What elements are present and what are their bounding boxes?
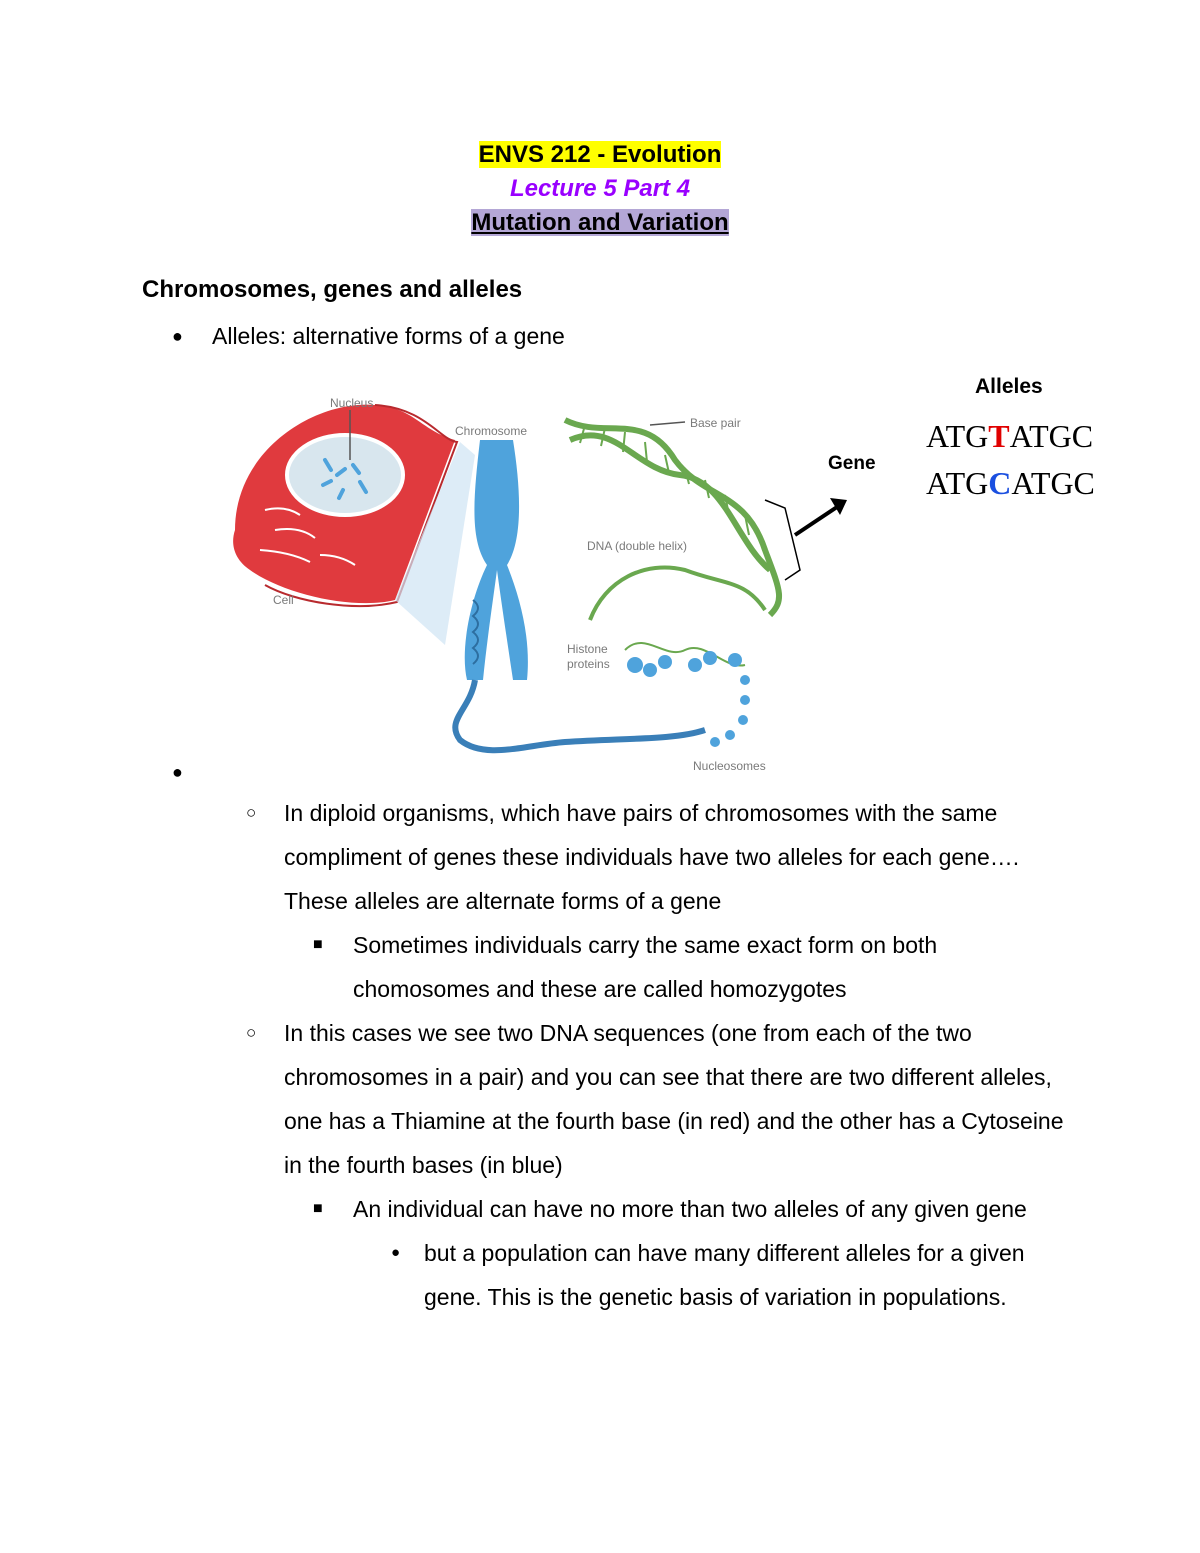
dna-label: DNA (double helix) — [587, 539, 688, 553]
gene-label: Gene — [828, 453, 876, 474]
gene-arrow — [795, 505, 840, 535]
allele-sequence-2: ATGCATGC — [926, 465, 1095, 501]
bullet-dot-icon: ● — [172, 762, 183, 782]
base-c-blue: C — [988, 465, 1012, 501]
nested-list — [246, 791, 1066, 1319]
list-item-two-sequences: ○ In this cases we see two DNA sequences (one from each of the two chromosomes in a pair) and you can see that there are two different alleles, one has a Thiamine at the fourth base (in red) and the other has a Cytoseine in the fourth bases (in blue) — [246, 1011, 1066, 1187]
list-item-homozygotes: ■ Sometimes individuals carry the same exact form on both chomosomes and these are called homozygotes — [246, 923, 1066, 1011]
allele-sequence-1: ATGTATGC — [926, 418, 1094, 454]
base-t-red: T — [988, 418, 1010, 454]
nucleosomes-label: Nucleosomes — [693, 759, 766, 773]
list-item-two-alleles-max: ■ An individual can have no more than two alleles of any given gene — [246, 1187, 1066, 1231]
section-heading: Chromosomes, genes and alleles — [142, 276, 523, 303]
document-page: ENVS 212 - Evolution Lecture 5 Part 4 Mutation and Variation Chromosomes, genes and alleles ● Alleles: alternative forms of a gene Nucleus Cell Chromosome Base pair DNA (double helix) Histone proteins Nucleosomes Gene Alleles ATGTATGC ATGCATGC ● ○ In diploid organisms, which have pairs of chromosomes with the same compliment of genes these individuals have two alleles for each gene…. These alleles are alternate forms of a gene ■ Sometimes individuals carry the same exact form on both chomosomes and these are called homozygotes ○ In this cases we see two DNA sequences (one from each of the two chromosomes in a pair) and you can see that there are two different alleles, one has a Thiamine at the fourth base (in red) and the other has a Cytoseine in the fourth bases (in blue) ■ An individual can have no more than two alleles of any given gene ● but a population can have many different alleles for a given gene. This is the genetic basis of variation in populations. — [0, 0, 1200, 1553]
base-pair-label: Base pair — [690, 416, 741, 430]
hollow-circle-bullet-icon: ○ — [246, 1023, 257, 1042]
lecture-subtitle: Lecture 5 Part 4 — [509, 175, 691, 202]
cell-label: Cell — [273, 593, 294, 607]
nucleosomes-drawing — [627, 651, 766, 773]
title-block — [0, 138, 1200, 240]
list-item-diploid: ○ In diploid organisms, which have pairs of chromosomes with the same compliment of genes these individuals have two alleles for each gene…. These alleles are alternate forms of a gene — [246, 791, 1066, 923]
chromosome-label: Chromosome — [455, 424, 528, 438]
histone-label: Histone — [567, 642, 608, 656]
square-bullet-icon: ■ — [313, 936, 323, 953]
dna-helix-drawing — [565, 416, 779, 671]
nucleus-label: Nucleus — [330, 396, 374, 410]
alleles-title: Alleles — [975, 375, 1043, 398]
bullet-dot-icon: ● — [172, 326, 183, 346]
proteins-label: proteins — [567, 657, 610, 671]
square-bullet-icon: ■ — [313, 1200, 323, 1217]
bullet-dot-icon: ● — [391, 1244, 401, 1261]
topic-title: Mutation and Variation — [471, 209, 729, 236]
course-title: ENVS 212 - Evolution — [478, 141, 722, 168]
list-item-population-variation: ● but a population can have many different alleles for a given gene. This is the genetic basis of variation in populations. — [246, 1231, 1066, 1319]
arrow-head-icon — [830, 498, 847, 515]
hollow-circle-bullet-icon: ○ — [246, 803, 257, 822]
